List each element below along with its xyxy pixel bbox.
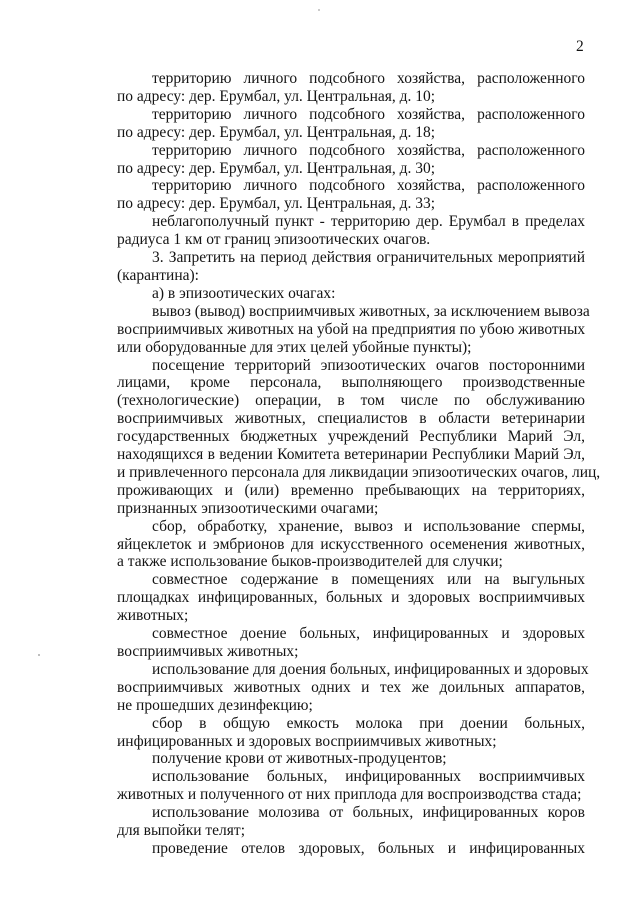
paragraph: [117, 768, 585, 804]
text-line: для выпойки телят;: [117, 822, 245, 840]
text-line: неблагополучный пункт - территорию дер. Ерумбал в пределах: [152, 213, 585, 231]
text-line: площадках инфицированных, больных и здоровых восприимчивых: [117, 589, 585, 607]
paragraph: [117, 571, 585, 625]
document-body: [117, 70, 601, 858]
text-line: лицами, кроме персонала, выполняющего производственные: [117, 374, 585, 392]
text-line: (карантина):: [117, 266, 199, 284]
paragraph: [117, 356, 601, 518]
text-line: восприимчивых животных, специалистов в области ветеринарии: [117, 410, 585, 428]
text-line: совместное доение больных, инфицированных и здоровых: [152, 625, 585, 643]
text-line: находящихся в ведении Комитета ветеринарии Республики Марий Эл,: [117, 446, 585, 464]
text-line: животных;: [117, 607, 189, 625]
text-line: и привлеченного персонала для ликвидации эпизоотических очагов, лиц,: [117, 463, 601, 481]
paragraph: [117, 625, 585, 661]
text-line: инфицированных и здоровых восприимчивых животных;: [117, 732, 497, 750]
text-line: проведение отелов здоровых, больных и инфицированных: [152, 839, 585, 857]
paragraph: [117, 302, 590, 357]
text-line: сбор в общую емкость молока при доении больных,: [152, 714, 585, 732]
paragraph: [117, 177, 585, 213]
text-line: признанных эпизоотическими очагами;: [117, 499, 379, 517]
text-line: территорию личного подсобного хозяйства, расположенного: [152, 105, 585, 123]
text-line: по адресу: дер. Ерумбал, ул. Центральная, д. 10;: [117, 87, 436, 105]
scan-speck: [38, 654, 40, 656]
paragraph: [117, 660, 589, 715]
text-line: восприимчивых животных на убой на предприятия по убою животных: [117, 320, 586, 338]
text-line: по адресу: дер. Ерумбал, ул. Центральная, д. 18;: [117, 123, 436, 141]
text-line: (технологические) операции, в том числе по обслуживанию: [117, 392, 585, 410]
text-line: вывоз (вывод) восприимчивых животных, за исключением вывоза: [152, 302, 590, 320]
text-line: радиуса 1 км от границ эпизоотических очагов.: [117, 231, 431, 249]
paragraph: [117, 804, 585, 840]
scan-speck: [318, 9, 320, 11]
text-line: сбор, обработку, хранение, вывоз и использование спермы,: [152, 517, 585, 535]
paragraph: [117, 285, 585, 303]
text-line: восприимчивых животных одних и тех же доильных аппаратов,: [117, 678, 585, 696]
text-line: совместное содержание в помещениях или на выгульных: [152, 571, 585, 589]
paragraph: [117, 70, 585, 106]
text-line: территорию личного подсобного хозяйства, расположенного: [152, 70, 585, 87]
text-line: 3. Запретить на период действия ограничительных мероприятий: [152, 249, 585, 267]
text-line: или оборудованные для этих целей убойные пункты);: [117, 338, 472, 356]
text-line: не прошедших дезинфекцию;: [117, 696, 313, 714]
text-line: использование больных, инфицированных восприимчивых: [152, 768, 585, 786]
paragraph: [117, 106, 585, 142]
text-line: территорию личного подсобного хозяйства, расположенного: [152, 177, 585, 195]
paragraph: [117, 750, 585, 768]
text-line: животных и полученного от них приплода для воспроизводства стада;: [117, 786, 582, 804]
text-line: проживающих и (или) временно пребывающих на территориях,: [117, 481, 585, 499]
text-line: получение крови от животных-продуцентов;: [152, 750, 447, 768]
text-line: использование молозива от больных, инфицированных коров: [152, 804, 585, 822]
text-line: посещение территорий эпизоотических очагов посторонними: [152, 356, 585, 374]
paragraph: [117, 142, 585, 178]
text-line: по адресу: дер. Ерумбал, ул. Центральная, д. 33;: [117, 195, 436, 213]
text-line: использование для доения больных, инфицированных и здоровых: [152, 660, 589, 678]
text-line: восприимчивых животных;: [117, 643, 299, 660]
text-line: государственных бюджетных учреждений Республики Марий Эл,: [117, 428, 585, 446]
text-line: а также использование быков-производителей для случки;: [117, 553, 503, 571]
text-line: яйцеклеток и эмбрионов для искусственного осеменения животных,: [117, 535, 585, 553]
paragraph: [117, 249, 585, 285]
text-line: территорию личного подсобного хозяйства, расположенного: [152, 141, 585, 159]
text-line: а) в эпизоотических очагах:: [152, 284, 336, 302]
paragraph: [117, 840, 585, 858]
paragraph: [117, 518, 585, 572]
paragraph: [117, 213, 585, 249]
paragraph: [117, 715, 585, 751]
text-line: по адресу: дер. Ерумбал, ул. Центральная, д. 30;: [117, 159, 436, 177]
page-number: 2: [576, 38, 584, 55]
